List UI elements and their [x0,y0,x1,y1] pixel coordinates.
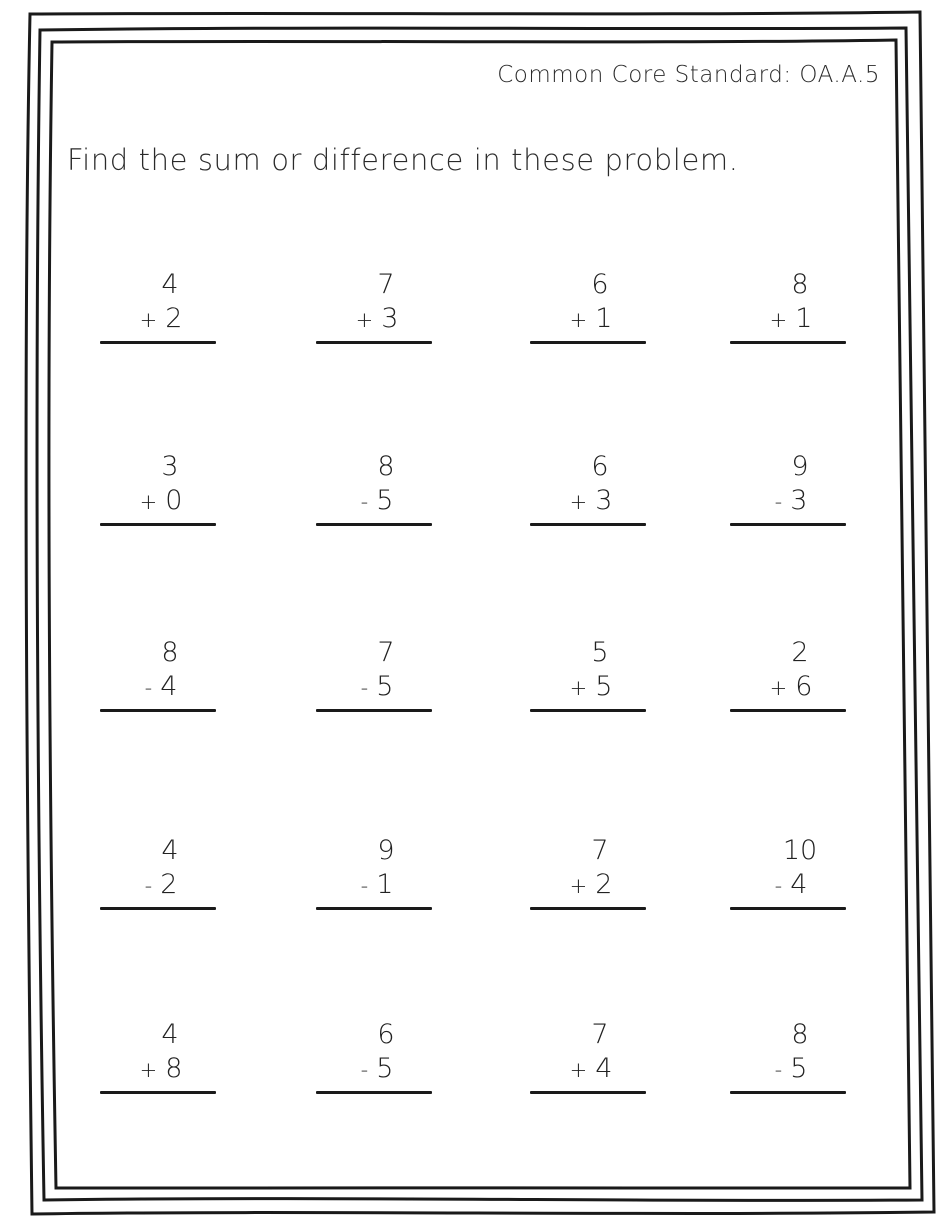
top-number: 7 [591,1019,609,1050]
operator: + [769,308,788,332]
bottom-line [530,868,646,903]
operator: - [774,490,783,514]
answer-line [316,709,432,712]
problem-8 [730,450,846,526]
answer-line [730,907,846,910]
operator: - [360,1058,369,1082]
problem-19 [530,1018,646,1094]
top-number: 4 [161,269,179,300]
bottom-number: 2 [595,869,613,900]
bottom-number: 3 [595,485,613,516]
bottom-line [316,302,432,337]
answer-line [530,907,646,910]
problem-10 [316,636,432,712]
top-number: 5 [591,637,609,668]
top-number: 2 [791,637,809,668]
top-number: 6 [591,269,609,300]
bottom-number: 1 [376,869,394,900]
answer-line [530,523,646,526]
top-number: 7 [377,637,395,668]
bottom-line [730,868,846,903]
bottom-line [100,1052,216,1087]
top-number: 8 [791,269,809,300]
answer-line [730,341,846,344]
bottom-line [530,302,646,337]
bottom-line [100,302,216,337]
operator: + [569,676,588,700]
operator: + [139,308,158,332]
problem-12 [730,636,846,712]
bottom-number: 3 [381,303,399,334]
top-number: 8 [791,1019,809,1050]
answer-line [316,523,432,526]
bottom-number: 5 [376,485,394,516]
bottom-number: 6 [795,671,813,702]
problem-13 [100,834,216,910]
top-number: 9 [377,835,395,866]
bottom-line [316,670,432,705]
answer-line [316,907,432,910]
answer-line [100,907,216,910]
top-number: 3 [161,451,179,482]
top-number: 7 [591,835,609,866]
bottom-line [100,484,216,519]
bottom-line [100,868,216,903]
operator: - [360,676,369,700]
instructions: Find the sum or difference in these problem. [67,143,739,177]
operator: + [139,490,158,514]
top-number: 9 [791,451,809,482]
answer-line [316,341,432,344]
operator: - [774,1058,783,1082]
bottom-number: 4 [160,671,178,702]
operator: - [774,874,783,898]
problem-16 [730,834,846,910]
bottom-number: 8 [165,1053,183,1084]
top-number: 4 [161,835,179,866]
problem-7 [530,450,646,526]
bottom-line [100,670,216,705]
top-number: 6 [591,451,609,482]
answer-line [530,341,646,344]
top-number: 6 [377,1019,395,1050]
answer-line [730,709,846,712]
bottom-number: 5 [376,671,394,702]
answer-line [100,523,216,526]
operator: + [355,308,374,332]
bottom-line [316,484,432,519]
top-number: 4 [161,1019,179,1050]
operator: - [144,676,153,700]
operator: - [360,490,369,514]
bottom-line [730,1052,846,1087]
problem-2 [316,268,432,344]
bottom-number: 1 [595,303,613,334]
problem-15 [530,834,646,910]
answer-line [530,1091,646,1094]
problem-11 [530,636,646,712]
operator: - [144,874,153,898]
answer-line [100,1091,216,1094]
problem-14 [316,834,432,910]
top-number: 7 [377,269,395,300]
problem-1 [100,268,216,344]
problem-3 [530,268,646,344]
operator: + [569,1058,588,1082]
answer-line [530,709,646,712]
bottom-number: 2 [165,303,183,334]
problem-18 [316,1018,432,1094]
problem-9 [100,636,216,712]
problem-17 [100,1018,216,1094]
bottom-number: 5 [595,671,613,702]
bottom-line [530,484,646,519]
problem-6 [316,450,432,526]
bottom-number: 5 [790,1053,808,1084]
operator: - [360,874,369,898]
bottom-number: 3 [790,485,808,516]
common-core-standard: Common Core Standard: OA.A.5 [497,62,880,88]
operator: + [769,676,788,700]
operator: + [569,874,588,898]
bottom-line [530,670,646,705]
operator: + [569,308,588,332]
bottom-line [730,484,846,519]
top-number: 8 [161,637,179,668]
problem-20 [730,1018,846,1094]
bottom-number: 5 [376,1053,394,1084]
answer-line [730,1091,846,1094]
bottom-number: 4 [595,1053,613,1084]
top-number: 10 [782,835,818,866]
bottom-number: 0 [165,485,183,516]
bottom-number: 4 [790,869,808,900]
bottom-line [730,670,846,705]
bottom-line [730,302,846,337]
top-number: 8 [377,451,395,482]
operator: + [139,1058,158,1082]
problem-4 [730,268,846,344]
bottom-line [316,868,432,903]
bottom-line [316,1052,432,1087]
operator: + [569,490,588,514]
answer-line [100,341,216,344]
answer-line [100,709,216,712]
bottom-line [530,1052,646,1087]
bottom-number: 1 [795,303,813,334]
bottom-number: 2 [160,869,178,900]
problem-5 [100,450,216,526]
answer-line [730,523,846,526]
inner-border [49,40,910,1189]
answer-line [316,1091,432,1094]
